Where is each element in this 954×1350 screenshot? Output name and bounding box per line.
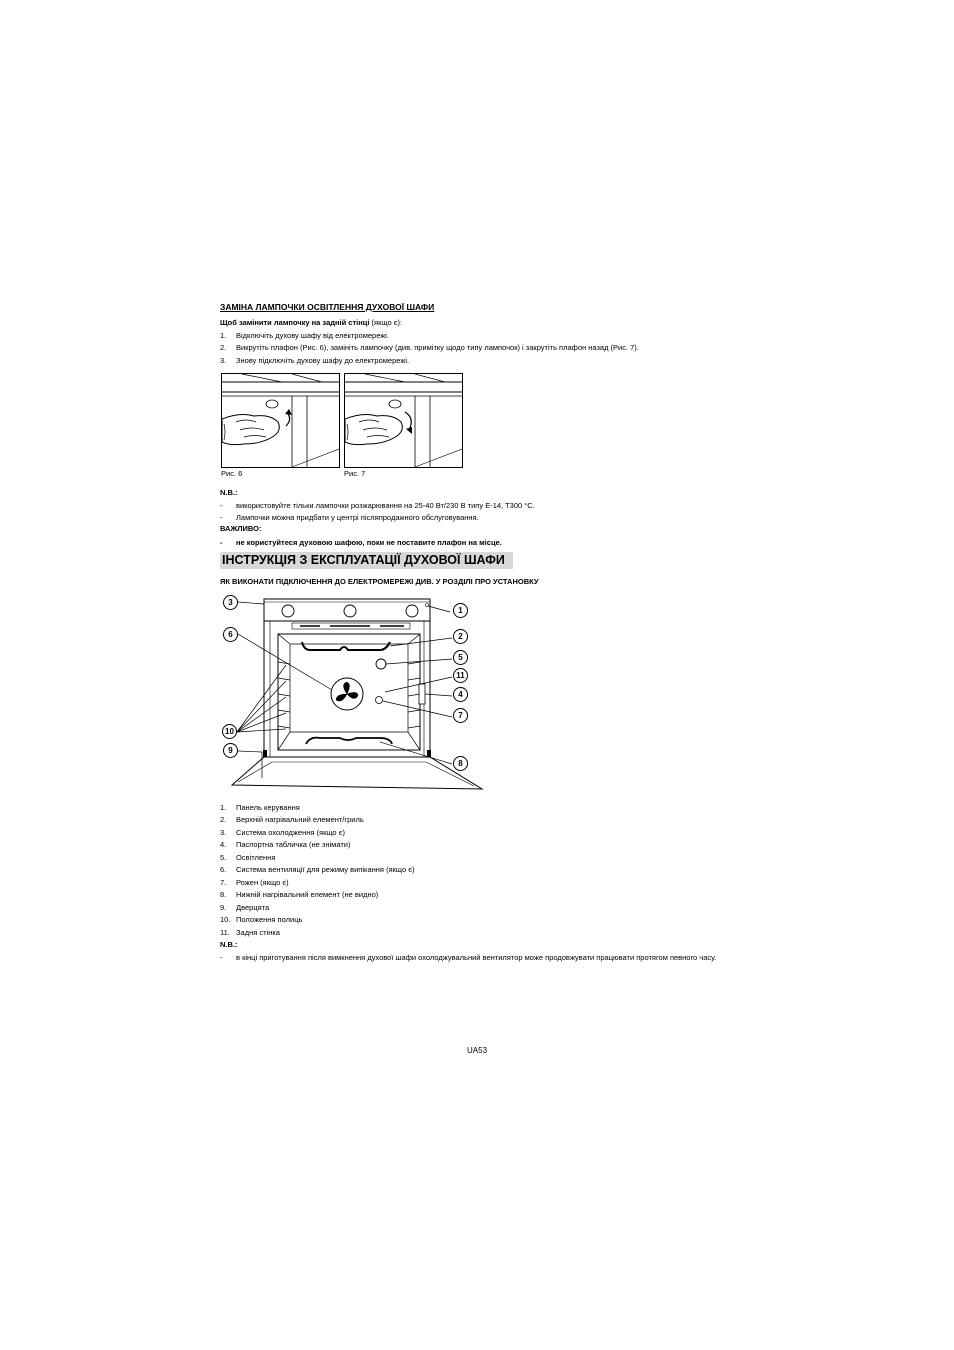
important-label: ВАЖЛИВО: bbox=[220, 524, 262, 533]
nb-text: Лампочки можна придбати у центрі післяпродажного обслуговування. bbox=[236, 513, 479, 522]
nb-label-2: N.B.: bbox=[220, 940, 238, 949]
part-item bbox=[220, 865, 415, 875]
nb-item-1 bbox=[220, 501, 535, 511]
callout-3: 3 bbox=[223, 595, 238, 610]
important-item bbox=[220, 538, 502, 548]
dash: - bbox=[220, 953, 223, 962]
part-item bbox=[220, 853, 275, 863]
callout-6: 6 bbox=[223, 627, 238, 642]
intro-rest: (якщо є): bbox=[369, 318, 403, 327]
figure-7-lamp-screw bbox=[344, 373, 463, 468]
part-number: 4. bbox=[220, 840, 227, 849]
part-number: 3. bbox=[220, 828, 227, 837]
part-text: Верхній нагрівальний елемент/гриль bbox=[236, 815, 364, 824]
nb-text: використовуйте тільки лампочки розжарювання на 25-40 Вт/230 В типу E-14, T300 °C. bbox=[236, 501, 535, 510]
step-text: Викрутіть плафон (Рис. 6), замініть лампочку (див. примітку щодо типу лампочок) і закрутіть плафон назад (Рис. 7). bbox=[236, 343, 639, 352]
part-text: Дверцята bbox=[236, 903, 270, 912]
intro-line bbox=[220, 318, 402, 328]
oven-illustration bbox=[220, 592, 490, 802]
part-item bbox=[220, 890, 378, 900]
part-item bbox=[220, 840, 350, 850]
part-item bbox=[220, 828, 345, 838]
callout-1: 1 bbox=[453, 603, 468, 618]
part-text: Система охолодження (якщо є) bbox=[236, 828, 346, 837]
part-item bbox=[220, 915, 302, 925]
intro-bold: Щоб замінити лампочку на задній стінці bbox=[220, 318, 370, 327]
hand-screw-illustration bbox=[345, 374, 462, 467]
figure-6-caption: Рис. 6 bbox=[221, 469, 243, 478]
step-number: 1. bbox=[220, 331, 227, 340]
callout-2: 2 bbox=[453, 629, 468, 644]
dash: - bbox=[220, 513, 223, 522]
figure-6-lamp-unscrew bbox=[221, 373, 340, 468]
part-text: Рожен (якщо є) bbox=[236, 878, 289, 887]
part-text: Задня стінка bbox=[236, 928, 280, 937]
part-text: Паспортна табличка (не знімати) bbox=[236, 840, 351, 849]
part-number: 10. bbox=[220, 915, 231, 924]
part-number: 5. bbox=[220, 853, 227, 862]
step-1 bbox=[220, 331, 389, 341]
oven-diagram bbox=[220, 592, 490, 802]
part-text: Положення полиць bbox=[236, 915, 303, 924]
part-text: Нижній нагрівальний елемент (не видно) bbox=[236, 890, 379, 899]
nb-label: N.B.: bbox=[220, 488, 238, 497]
step-text: Знову підключіть духову шафу до електромережі. bbox=[236, 356, 410, 365]
callout-4: 4 bbox=[453, 687, 468, 702]
callout-11: 11 bbox=[453, 668, 468, 683]
step-2 bbox=[220, 343, 639, 353]
section-banner-operation: ІНСТРУКЦІЯ З ЕКСПЛУАТАЦІЇ ДУХОВОЇ ШАФИ bbox=[220, 552, 513, 569]
nb-item-2 bbox=[220, 513, 479, 523]
part-text: Освітлення bbox=[236, 853, 276, 862]
part-item bbox=[220, 928, 280, 938]
part-item bbox=[220, 803, 300, 813]
part-number: 6. bbox=[220, 865, 227, 874]
part-number: 7. bbox=[220, 878, 227, 887]
part-number: 8. bbox=[220, 890, 227, 899]
page-number: UA53 bbox=[467, 1046, 488, 1055]
step-number: 2. bbox=[220, 343, 227, 352]
part-text: Система вентиляції для режиму випікання (якщо є) bbox=[236, 865, 415, 874]
part-text: Панель керування bbox=[236, 803, 300, 812]
dash: - bbox=[220, 501, 223, 510]
part-item bbox=[220, 903, 269, 913]
callout-9: 9 bbox=[223, 743, 238, 758]
part-number: 1. bbox=[220, 803, 227, 812]
callout-7: 7 bbox=[453, 708, 468, 723]
dash: - bbox=[220, 538, 223, 547]
step-number: 3. bbox=[220, 356, 227, 365]
part-item bbox=[220, 878, 289, 888]
callout-10: 10 bbox=[222, 724, 237, 739]
important-text: не користуйтеся духовою шафою, поки не поставите плафон на місце. bbox=[236, 538, 502, 547]
part-number: 9. bbox=[220, 903, 227, 912]
connection-subheading: ЯК ВИКОНАТИ ПІДКЛЮЧЕННЯ ДО ЕЛЕКТРОМЕРЕЖІ ДИВ. У РОЗДІЛІ ПРО УСТАНОВКУ bbox=[220, 577, 539, 586]
part-number: 11. bbox=[220, 928, 230, 937]
hand-unscrew-illustration bbox=[222, 374, 339, 467]
section-heading-lamp: ЗАМІНА ЛАМПОЧКИ ОСВІТЛЕННЯ ДУХОВОЇ ШАФИ bbox=[220, 302, 435, 312]
step-text: Відключіть духову шафу від електромережі. bbox=[236, 331, 390, 340]
step-3 bbox=[220, 356, 409, 366]
callout-8: 8 bbox=[453, 756, 468, 771]
nb-item-fan bbox=[220, 953, 716, 963]
figure-7-caption: Рис. 7 bbox=[344, 469, 366, 478]
nb-text: в кінці приготування після вимкнення духової шафи охолоджувальний вентилятор може продовжувати працювати протягом певного часу. bbox=[236, 953, 717, 962]
callout-5: 5 bbox=[453, 650, 468, 665]
part-item bbox=[220, 815, 364, 825]
part-number: 2. bbox=[220, 815, 227, 824]
